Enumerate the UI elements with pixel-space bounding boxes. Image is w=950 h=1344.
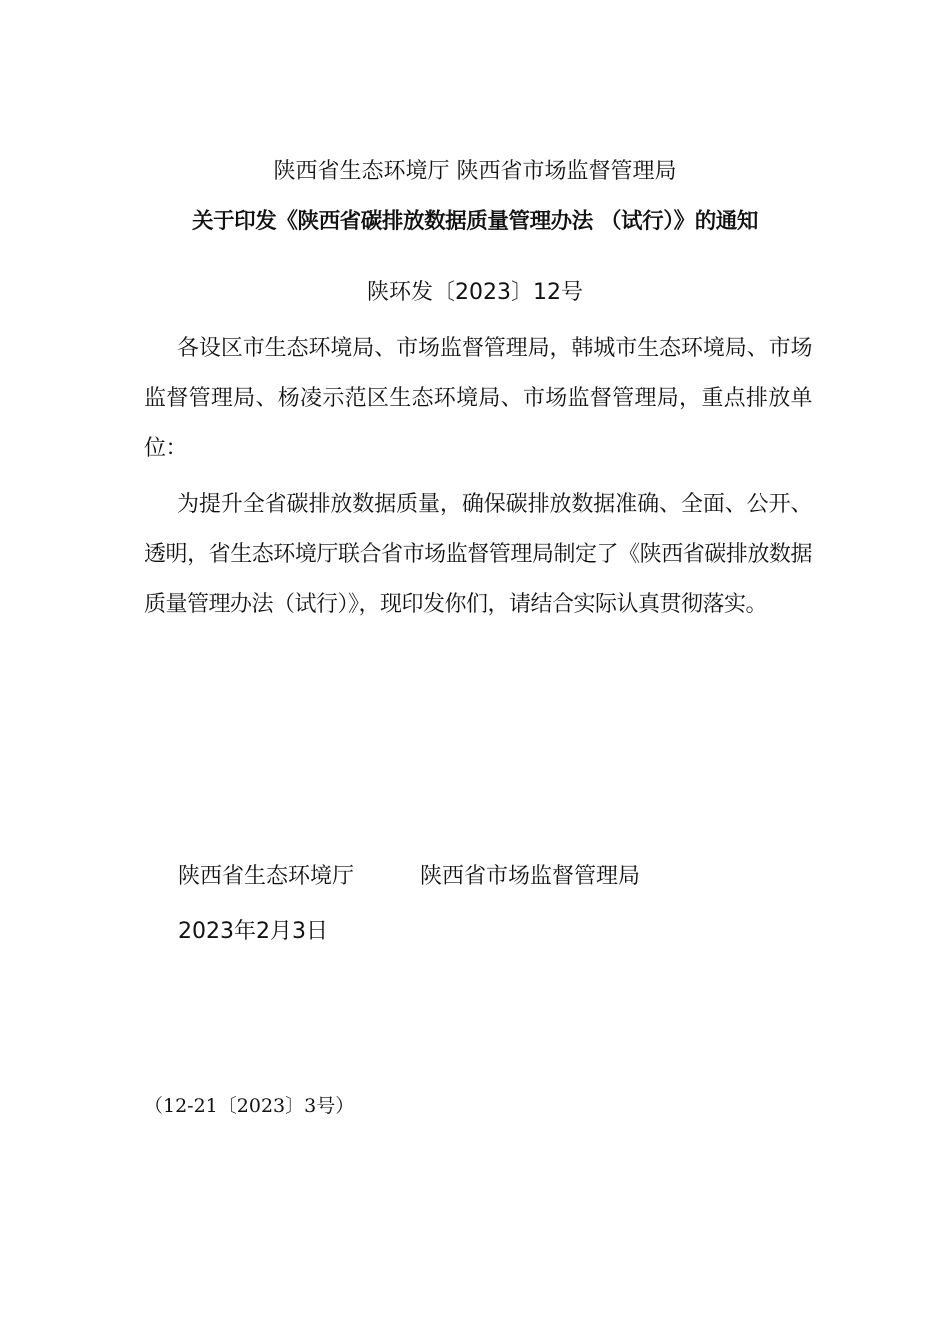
addressees-paragraph: 各设区市生态环境局、市场监督管理局，韩城市生态环境局、市场监督管理局、杨凌示范区生态环境局、市场监督管理局，重点排放单位： (144, 336, 812, 461)
signature-date: 2023年2月3日 (178, 919, 328, 944)
filing-number: （12-21〔2023〕3号） (144, 1095, 355, 1117)
document-number: 陕环发〔2023〕12号 (367, 280, 583, 305)
issuing-agencies: 陕西省生态环境厅 陕西省市场监督管理局 (273, 159, 677, 184)
signature-block (178, 860, 640, 894)
document-title: 关于印发《陕西省碳排放数据质量管理办法 （试行）》的通知 (191, 209, 759, 234)
body-paragraph: 为提升全省碳排放数据质量，确保碳排放数据准确、全面、公开、透明，省生态环境厅联合省市场监督管理局制定了《陕西省碳排放数据质量管理办法（试行）》，现印发你们，请结合实际认真贯彻落实。 (144, 492, 812, 617)
signature-org-market-regulation: 陕西省市场监督管理局 (420, 864, 641, 889)
signature-org-environment: 陕西省生态环境厅 (178, 864, 355, 889)
